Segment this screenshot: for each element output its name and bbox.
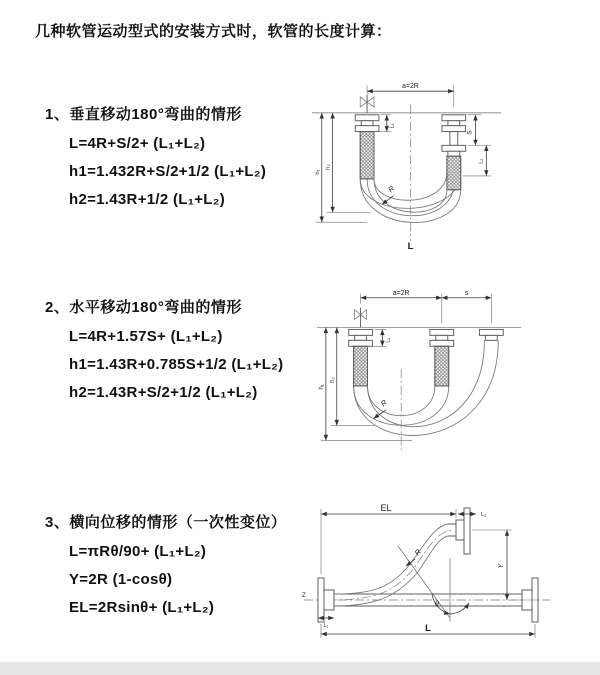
valve-icon: [355, 308, 367, 328]
section-1-heading: 1、垂直移动180°弯曲的情形: [45, 106, 242, 123]
dim-label-theta: θ: [435, 601, 439, 608]
theta-angle: [398, 546, 469, 622]
dim-label-l2: L₂: [481, 512, 487, 518]
moved-pipe-fitting: [479, 329, 503, 340]
page-title: 几种软管运动型式的安装方式时，软管的长度计算：: [35, 23, 392, 40]
diagram-lateral-displacement: [298, 502, 596, 644]
dim-label-h1: h₁: [314, 169, 321, 175]
hose-braid: [435, 346, 449, 386]
hose-braid: [354, 346, 368, 386]
dim-label-a2r: a=2R: [402, 83, 419, 91]
dim-label-h2: h₂: [329, 377, 336, 383]
dim-label-l2: L₂: [478, 158, 485, 164]
dimension-a-2r: [361, 290, 492, 324]
dim-label-r: R: [412, 547, 424, 558]
upper-flange: [456, 508, 470, 554]
formula-line: h2=1.43R+S/2+1/2 (L₁+L₂): [69, 384, 258, 401]
dim-label-bottom-l: L: [425, 623, 431, 634]
dim-label-r: R: [386, 183, 397, 195]
dimension-l2: [463, 145, 492, 176]
diagram-horizontal-180-bend: [313, 281, 526, 471]
formula-line: Y=2R (1-cosθ): [69, 571, 173, 588]
section-lateral-displacement: [45, 511, 286, 622]
hose-braid: [360, 132, 374, 179]
dim-label-s: S: [466, 130, 474, 135]
dim-label-a2r: a=2R: [392, 289, 410, 297]
dimension-a-2r: [367, 83, 454, 107]
dim-label-h1: h₁: [318, 384, 325, 390]
middle-pipe-fitting: [430, 329, 454, 385]
dim-label-r: R: [378, 397, 389, 409]
dimension-s: [442, 290, 492, 298]
section-vertical-180: [45, 103, 266, 214]
left-pipe-fitting: [349, 329, 373, 385]
left-flange: [318, 578, 334, 622]
axis-label-z: Z: [302, 593, 306, 599]
formula-line: h1=1.432R+S/2+1/2 (L₁+L₂): [69, 163, 267, 180]
dim-label-y: Y: [498, 563, 505, 569]
right-pipe-fitting: [442, 115, 466, 190]
formula-line: L=4R+S/2+ (L₁+L₂): [69, 135, 206, 152]
dim-label-l1: L₁: [323, 623, 329, 629]
dim-label-l1: L₁: [385, 337, 392, 343]
section-horizontal-180: [45, 296, 283, 407]
dim-label-l: L: [407, 240, 414, 251]
diagram-vertical-180-bend: [306, 72, 508, 268]
hose-arc-moved: [367, 337, 484, 426]
formula-line: L=πRθ/90+ (L₁+L₂): [69, 543, 207, 560]
formula-line: h2=1.43R+1/2 (L₁+L₂): [69, 191, 226, 208]
dim-label-h2: h₂: [325, 164, 332, 170]
formula-line: L=4R+1.57S+ (L₁+L₂): [69, 328, 223, 345]
dimension-l: [321, 623, 535, 638]
dimension-s: [467, 115, 492, 146]
section-3-heading: 3、横向位移的情形（一次性变位）: [45, 514, 287, 531]
dim-label-el: EL: [380, 503, 392, 513]
formula-line: h1=1.43R+0.785S+1/2 (L₁+L₂): [69, 356, 284, 373]
section-2-heading: 2、水平移动180°弯曲的情形: [45, 299, 242, 316]
formula-line: EL=2Rsinθ+ (L₁+L₂): [69, 599, 215, 616]
left-pipe-fitting: [355, 115, 379, 179]
dim-label-s: s: [464, 289, 469, 297]
radius-leader: [373, 397, 389, 418]
page-footer-strip: [0, 662, 600, 675]
dimension-l2: [458, 512, 486, 518]
hose-arc-moved: [354, 337, 499, 435]
hose-braid: [447, 156, 461, 190]
dim-label-l1: L₁: [389, 123, 396, 129]
